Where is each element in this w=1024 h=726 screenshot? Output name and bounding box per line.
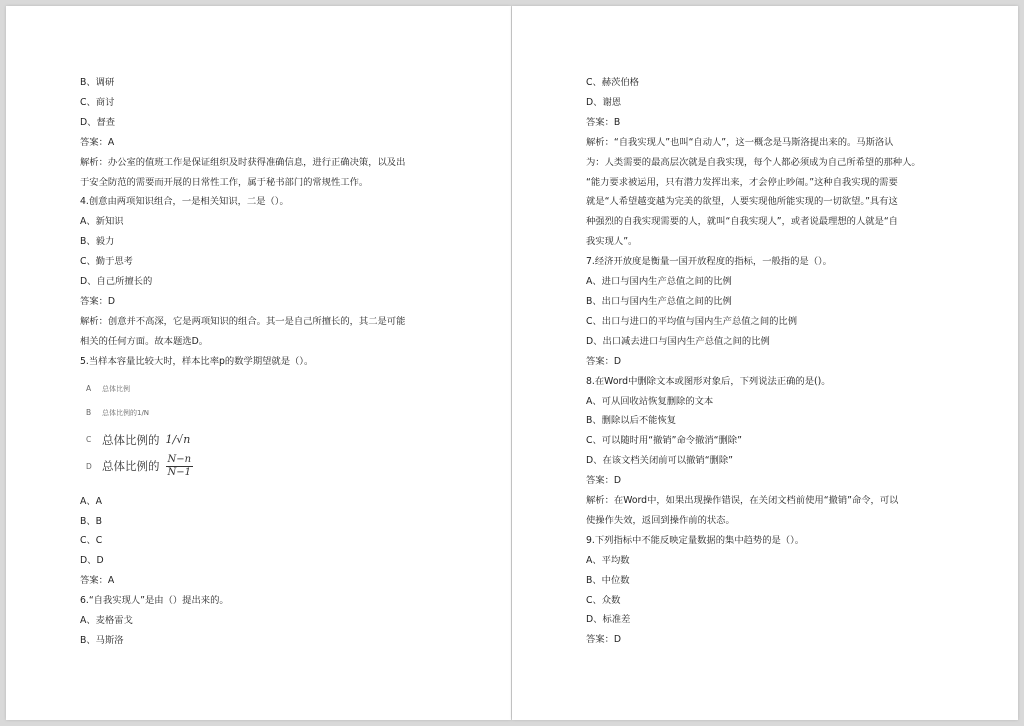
- question-line: 5.当样本容量比较大时，样本比率p的数学期望就是（）。: [80, 355, 314, 367]
- text-line: C、商讨: [80, 96, 115, 108]
- option-line: C、众数: [586, 594, 621, 606]
- analysis-line: 我实现人”。: [586, 236, 638, 248]
- image-option-a: A 总体比例: [86, 384, 130, 394]
- image-option-d: D 总体比例的 $\frac{N-n}{N-1}$: [86, 453, 192, 478]
- option-line: D、自己所擅长的: [80, 276, 153, 288]
- answer-line: 答案：A: [80, 136, 115, 148]
- option-line: C、勤于思考: [80, 256, 133, 268]
- left-page: [6, 6, 511, 720]
- answer-line: 答案：D: [586, 475, 622, 487]
- analysis-line: 解析：创意并不高深，它是两项知识的组合。其一是自己所擅长的，其二是可能: [80, 315, 406, 327]
- image-option-c: C 总体比例的 1/√n: [86, 432, 191, 447]
- option-line: B、中位数: [586, 574, 630, 586]
- question-line: 6.“自我实现人”是由（）提出来的。: [80, 595, 229, 607]
- option-line: C、C: [80, 535, 103, 547]
- analysis-line: 相关的任何方面。故本题选D。: [80, 335, 209, 347]
- option-line: C、可以随时用“撤销”命令撤消“删除”: [586, 435, 742, 447]
- analysis-line: 解析：办公室的值班工作是保证组织及时获得准确信息，进行正确决策，以及出: [80, 156, 406, 168]
- analysis-line: 使操作失效，返回到操作前的状态。: [586, 514, 735, 526]
- image-options: [80, 378, 445, 486]
- analysis-line: 为：人类需要的最高层次就是自我实现，每个人都必须成为自己所希望的那种人。: [586, 156, 921, 168]
- analysis-line: 于安全防范的需要而开展的日常性工作，属于秘书部门的常规性工作。: [80, 176, 369, 188]
- answer-line: 答案：D: [80, 295, 116, 307]
- option-line: D、D: [80, 555, 104, 567]
- answer-line: 答案：B: [586, 116, 621, 128]
- right-page: [512, 6, 1018, 720]
- answer-line: 答案：A: [80, 575, 115, 587]
- analysis-line: 种强烈的自我实现需要的人，就叫“自我实现人”，或者说最理想的人就是“自: [586, 216, 898, 228]
- option-line: A、可从回收站恢复删除的文本: [586, 395, 714, 407]
- answer-line: 答案：D: [586, 634, 622, 646]
- fraction: $\frac{N-n}{N-1}$: [167, 453, 192, 478]
- option-line: C、出口与进口的平均值与国内生产总值之间的比例: [586, 315, 798, 327]
- analysis-line: “能力要求被运用，只有潜力发挥出来，才会停止吵闹。”这种自我实现的需要: [586, 176, 898, 188]
- option-line: A、平均数: [586, 554, 630, 566]
- question-line: 7.经济开放度是衡量一国开放程度的指标，一般指的是（）。: [586, 256, 832, 268]
- analysis-line: 解析：在Word中，如果出现操作错误，在关闭文档前使用“撤销”命令，可以: [586, 495, 899, 507]
- question-line: 8.在Word中删除文本或图形对象后，下列说法正确的是()。: [586, 375, 831, 387]
- option-line: D、出口减去进口与国内生产总值之间的比例: [586, 335, 770, 347]
- text-line: D、督查: [80, 116, 116, 128]
- left-page-text: [80, 73, 445, 651]
- option-line: A、新知识: [80, 216, 124, 228]
- option-line: B、马斯洛: [80, 634, 124, 646]
- right-page-text: [586, 73, 956, 650]
- option-line: D、标准差: [586, 614, 631, 626]
- text-line: B、调研: [80, 77, 115, 88]
- option-line: B、出口与国内生产总值之间的比例: [586, 295, 732, 307]
- answer-line: 答案：D: [586, 355, 622, 367]
- question-line: 4.创意由两项知识组合，一是相关知识，二是（）。: [80, 196, 289, 208]
- option-line: D、在该文档关闭前可以撤销“删除”: [586, 455, 733, 467]
- option-line: A、A: [80, 495, 103, 507]
- option-line: D、谢恩: [586, 96, 622, 108]
- option-line: C、赫茨伯格: [586, 77, 639, 88]
- analysis-line: 解析：“自我实现人”也叫“自动人”，这一概念是马斯洛提出来的。马斯洛认: [586, 136, 894, 148]
- option-line: B、B: [80, 515, 103, 527]
- analysis-line: 就是“人希望越变越为完美的欲望，人要实现他所能实现的一切欲望。”具有这: [586, 196, 898, 208]
- question-line: 9.下列指标中不能反映定量数据的集中趋势的是（）。: [586, 534, 805, 546]
- image-option-b: B 总体比例的1/N: [86, 408, 150, 418]
- option-line: A、麦格雷戈: [80, 615, 133, 627]
- option-line: A、进口与国内生产总值之间的比例: [586, 276, 732, 288]
- option-line: B、删除以后不能恢复: [586, 415, 677, 427]
- option-line: B、毅力: [80, 236, 115, 248]
